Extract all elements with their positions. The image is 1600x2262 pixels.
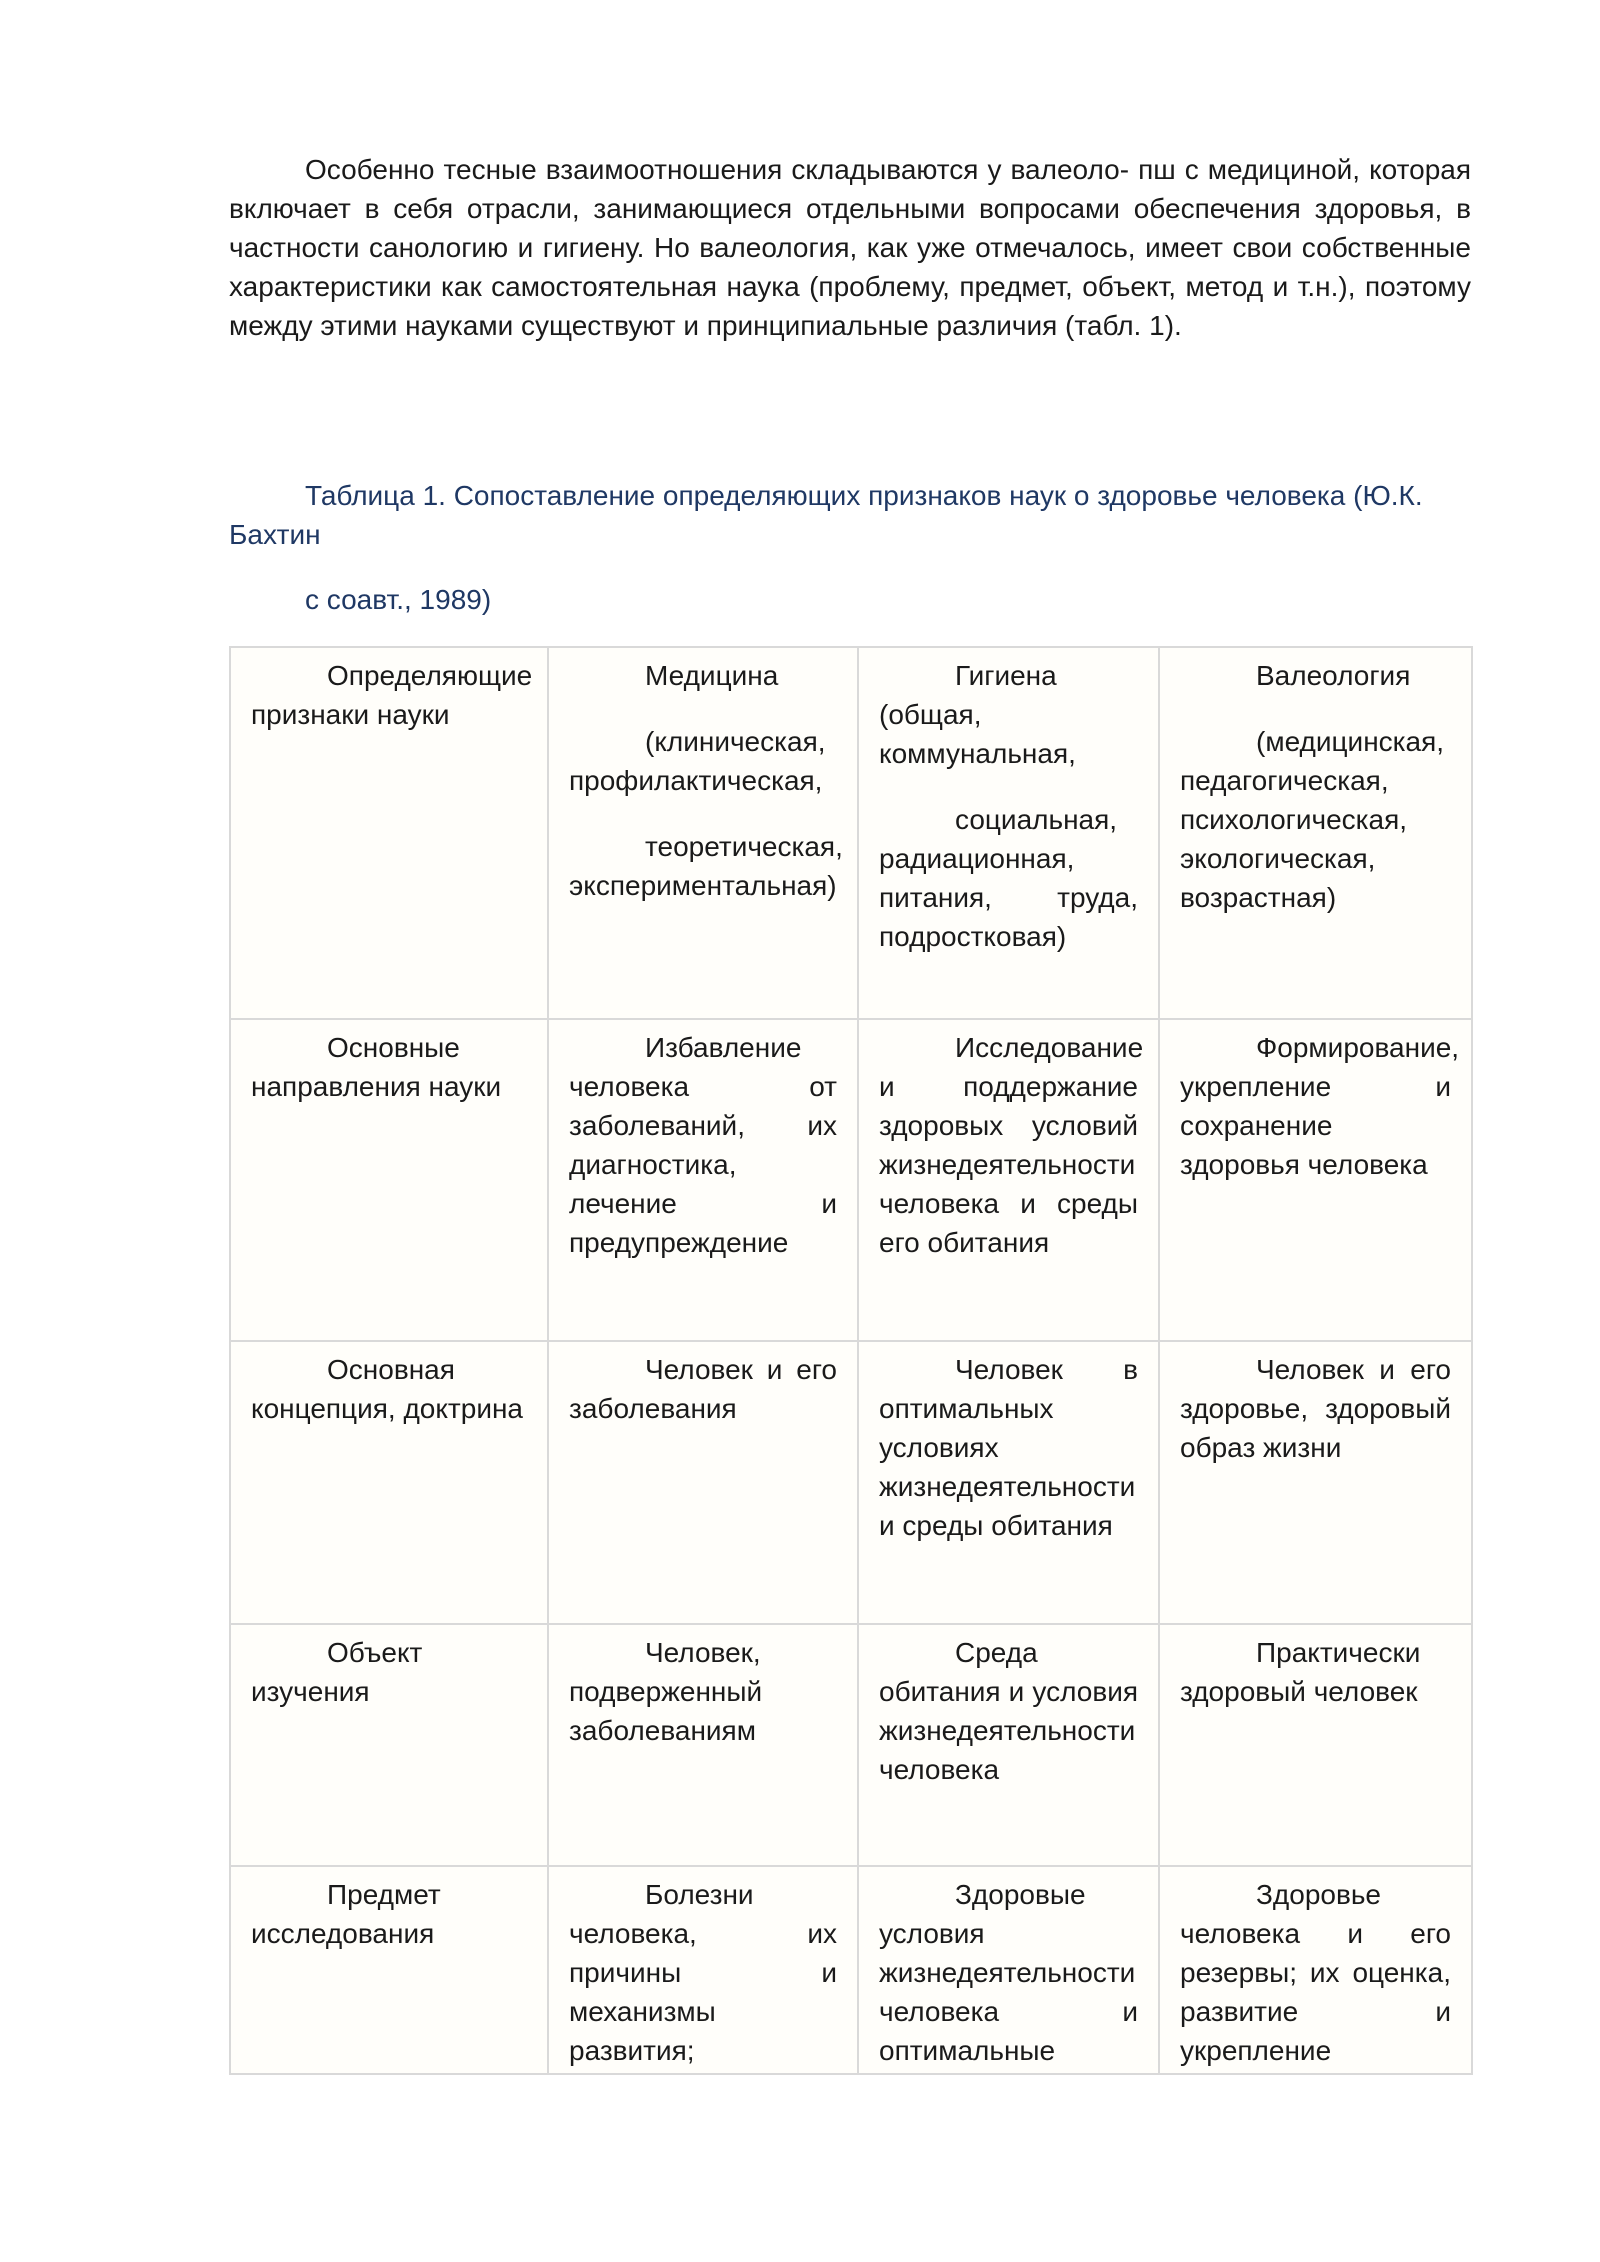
- header-hygiene-branches-2: социальная, радиационная, питания, труда, подростковая): [879, 804, 1138, 952]
- medicine-text: Человек, подверженный заболеваниям: [569, 1637, 763, 1746]
- medicine-cell: [548, 1019, 858, 1341]
- valeology-text: Человек и его здоровье, здоровый образ жизни: [1180, 1354, 1451, 1463]
- header-cell-features: [230, 647, 548, 1019]
- hygiene-cell: [858, 1624, 1159, 1866]
- table-header-row: [230, 647, 1472, 1019]
- header-valeology-branches: (медицинская, педагогическая, психологическая, экологическая, возрастная): [1180, 726, 1445, 913]
- medicine-text: Человек и его заболевания: [569, 1354, 837, 1424]
- table-caption: Таблица 1. Сопоставление определяющих признаков наук о здоровье человека (Ю.К. Бахтин: [229, 480, 1423, 550]
- medicine-cell: [548, 1341, 858, 1624]
- header-valeology-title: Валеология: [1256, 660, 1411, 691]
- valeology-cell: [1159, 1866, 1472, 2074]
- row-label-cell: [230, 1866, 548, 2074]
- header-cell-medicine: [548, 647, 858, 1019]
- table-row: [230, 1341, 1472, 1624]
- header-hygiene-branches-1: (общая, коммунальная,: [879, 699, 1076, 769]
- medicine-text: Избавление человека от заболеваний, их диагностика, лечение и предупреждение: [569, 1032, 837, 1258]
- hygiene-text: Исследование и поддержание здоровых условий жизнедеятельности человека и среды его обитания: [879, 1032, 1144, 1258]
- hygiene-text: Человек в оптимальных условиях жизнедеятельности и среды обитания: [879, 1354, 1138, 1541]
- hygiene-cell: [858, 1341, 1159, 1624]
- document-page: [229, 150, 1471, 2066]
- table-row: [230, 1019, 1472, 1341]
- header-cell-valeology: [1159, 647, 1472, 1019]
- row-label: Основные направления науки: [251, 1032, 502, 1102]
- medicine-cell: [548, 1866, 858, 2074]
- row-label-cell: [230, 1019, 548, 1341]
- header-medicine-branches-2: теоретическая, экспериментальная): [569, 831, 843, 901]
- valeology-text: Формирование, укрепление и сохранение здоровья человека: [1180, 1032, 1460, 1180]
- row-label: Объект изучения: [251, 1637, 423, 1707]
- valeology-cell: [1159, 1341, 1472, 1624]
- header-features-text: Определяющие признаки науки: [251, 660, 533, 730]
- table-row: [230, 1624, 1472, 1866]
- comparison-table-wrapper: [229, 646, 1471, 2075]
- row-label-cell: [230, 1624, 548, 1866]
- table-row: [230, 1866, 1472, 2074]
- hygiene-text: Здоровые условия жизнедеятельности человека и оптимальные: [879, 1879, 1138, 2066]
- header-cell-hygiene: [858, 647, 1159, 1019]
- valeology-cell: [1159, 1019, 1472, 1341]
- valeology-cell: [1159, 1624, 1472, 1866]
- header-medicine-title: Медицина: [645, 660, 779, 691]
- comparison-table: [229, 646, 1473, 2075]
- table-caption-continued: с соавт., 1989): [305, 584, 492, 615]
- row-label: Предмет исследования: [251, 1879, 441, 1949]
- medicine-text: Болезни человека, их причины и механизмы развития;: [569, 1879, 837, 2066]
- hygiene-text: Среда обитания и условия жизнедеятельности человека: [879, 1637, 1138, 1785]
- hygiene-cell: [858, 1019, 1159, 1341]
- valeology-text: Здоровье человека и его резервы; их оценка, развитие и укрепление: [1180, 1879, 1451, 2066]
- row-label: Основная концепция, доктрина: [251, 1354, 524, 1424]
- medicine-cell: [548, 1624, 858, 1866]
- header-medicine-branches-1: (клиническая, профилактическая,: [569, 726, 826, 796]
- valeology-text: Практически здоровый человек: [1180, 1637, 1421, 1707]
- header-hygiene-title: Гигиена: [955, 660, 1057, 691]
- intro-paragraph: Особенно тесные взаимоотношения складываются у валеоло- пш с медициной, которая включает в себя отрасли, занимающиеся отдельными вопросами обеспечения здоровья, в частности санологию и гигиену. Но валеология, как уже отмечалось, имеет свои собственные характеристики как самостоятельная наука (проблему, предмет, объект, метод и т.н.), поэтому между этими науками существуют и принципиальные различия (табл. 1).: [229, 154, 1471, 341]
- row-label-cell: [230, 1341, 548, 1624]
- hygiene-cell: [858, 1866, 1159, 2074]
